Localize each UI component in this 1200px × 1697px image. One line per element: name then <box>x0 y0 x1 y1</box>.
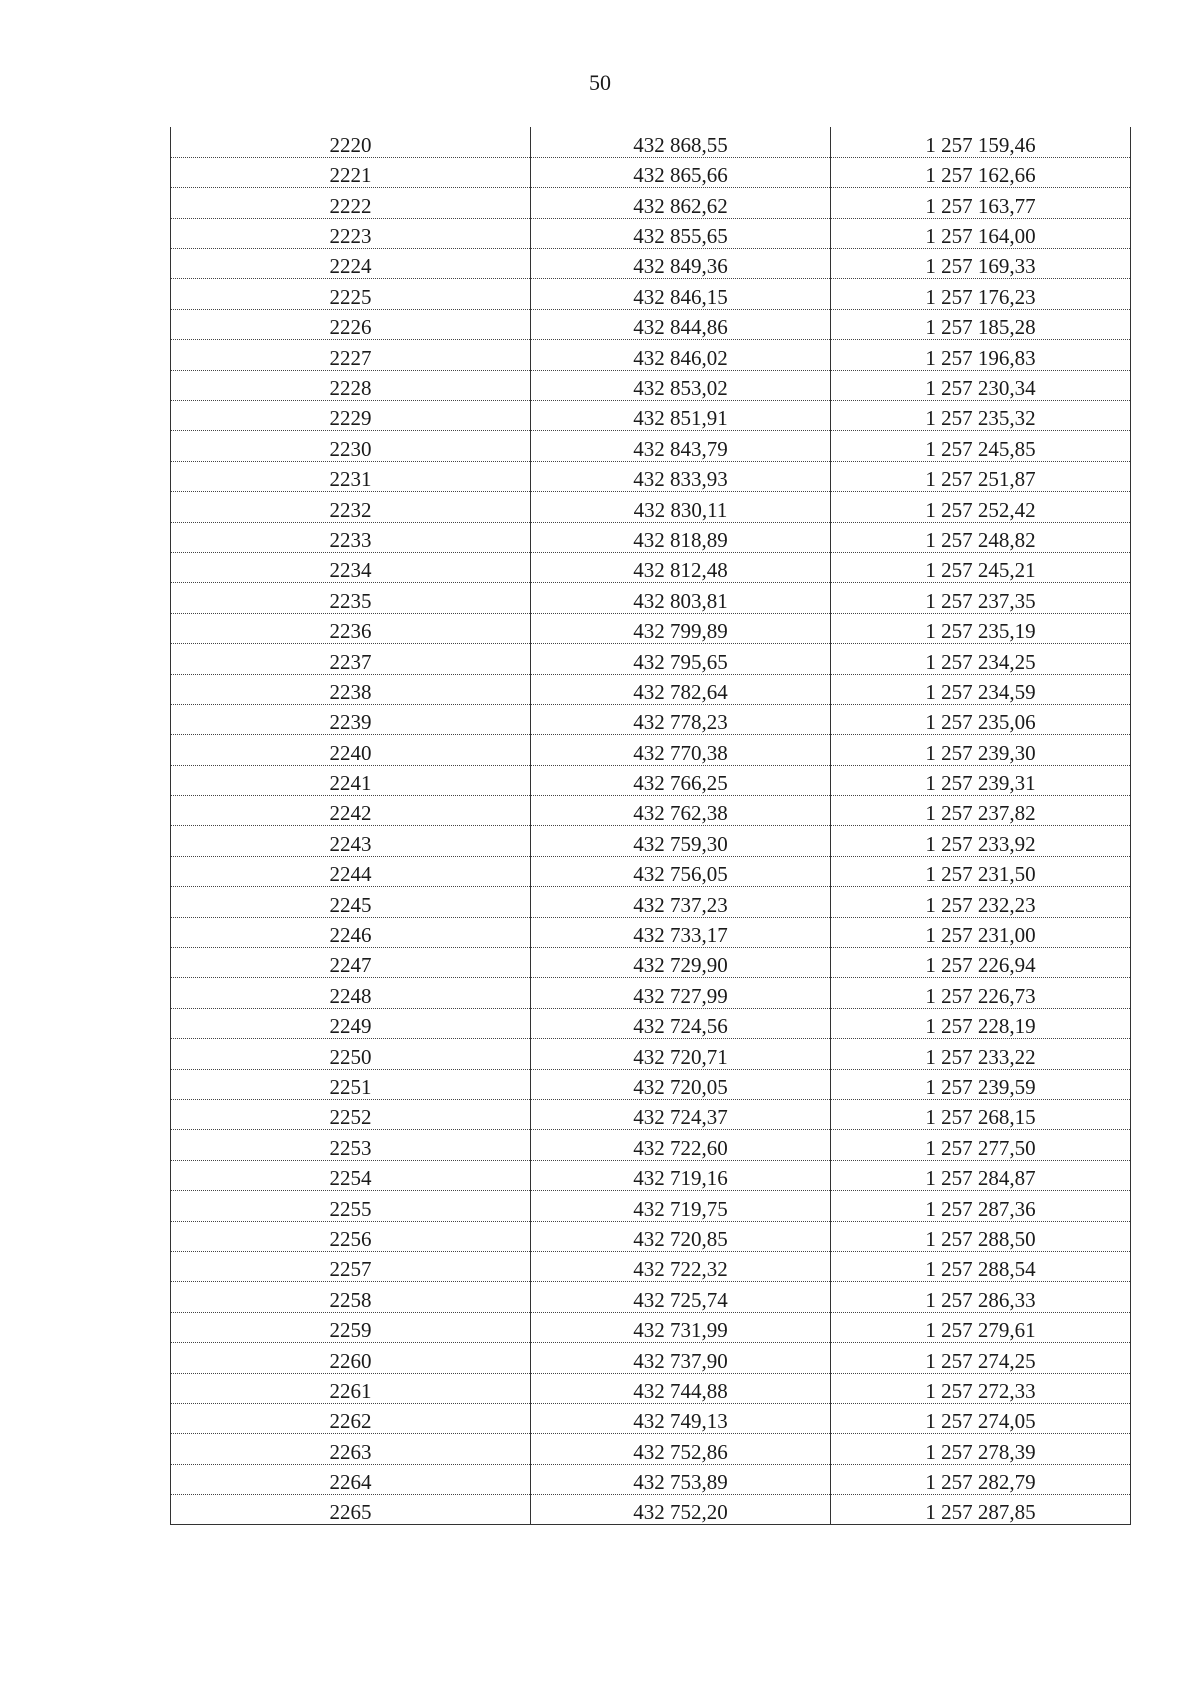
x-coordinate-cell: 432 720,85 <box>531 1221 831 1251</box>
point-number-cell: 2249 <box>171 1008 531 1038</box>
point-number-cell: 2224 <box>171 249 531 279</box>
table-row <box>171 1251 1131 1281</box>
y-coordinate-cell: 1 257 274,05 <box>831 1403 1131 1433</box>
point-number-cell: 2220 <box>171 127 531 157</box>
table-row <box>171 157 1131 187</box>
x-coordinate-cell: 432 855,65 <box>531 218 831 248</box>
table-row <box>171 978 1131 1008</box>
x-coordinate-cell: 432 759,30 <box>531 826 831 856</box>
table-row <box>171 704 1131 734</box>
x-coordinate-cell: 432 766,25 <box>531 765 831 795</box>
y-coordinate-cell: 1 257 162,66 <box>831 157 1131 187</box>
point-number-cell: 2255 <box>171 1191 531 1221</box>
point-number-cell: 2234 <box>171 552 531 582</box>
y-coordinate-cell: 1 257 234,25 <box>831 644 1131 674</box>
x-coordinate-cell: 432 853,02 <box>531 370 831 400</box>
x-coordinate-cell: 432 782,64 <box>531 674 831 704</box>
x-coordinate-cell: 432 812,48 <box>531 552 831 582</box>
table-row <box>171 1221 1131 1251</box>
point-number-cell: 2240 <box>171 735 531 765</box>
x-coordinate-cell: 432 722,60 <box>531 1130 831 1160</box>
table-row <box>171 856 1131 886</box>
y-coordinate-cell: 1 257 279,61 <box>831 1312 1131 1342</box>
x-coordinate-cell: 432 844,86 <box>531 309 831 339</box>
point-number-cell: 2243 <box>171 826 531 856</box>
y-coordinate-cell: 1 257 226,73 <box>831 978 1131 1008</box>
y-coordinate-cell: 1 257 230,34 <box>831 370 1131 400</box>
y-coordinate-cell: 1 257 268,15 <box>831 1100 1131 1130</box>
table-row <box>171 522 1131 552</box>
y-coordinate-cell: 1 257 286,33 <box>831 1282 1131 1312</box>
point-number-cell: 2222 <box>171 188 531 218</box>
x-coordinate-cell: 432 752,86 <box>531 1434 831 1464</box>
y-coordinate-cell: 1 257 234,59 <box>831 674 1131 704</box>
point-number-cell: 2242 <box>171 796 531 826</box>
point-number-cell: 2253 <box>171 1130 531 1160</box>
x-coordinate-cell: 432 727,99 <box>531 978 831 1008</box>
y-coordinate-cell: 1 257 169,33 <box>831 249 1131 279</box>
point-number-cell: 2263 <box>171 1434 531 1464</box>
x-coordinate-cell: 432 756,05 <box>531 856 831 886</box>
table-row <box>171 218 1131 248</box>
point-number-cell: 2261 <box>171 1373 531 1403</box>
x-coordinate-cell: 432 849,36 <box>531 249 831 279</box>
x-coordinate-cell: 432 722,32 <box>531 1251 831 1281</box>
point-number-cell: 2250 <box>171 1039 531 1069</box>
y-coordinate-cell: 1 257 232,23 <box>831 887 1131 917</box>
point-number-cell: 2237 <box>171 644 531 674</box>
table-row <box>171 796 1131 826</box>
y-coordinate-cell: 1 257 239,59 <box>831 1069 1131 1099</box>
x-coordinate-cell: 432 799,89 <box>531 613 831 643</box>
point-number-cell: 2230 <box>171 431 531 461</box>
y-coordinate-cell: 1 257 278,39 <box>831 1434 1131 1464</box>
x-coordinate-cell: 432 752,20 <box>531 1495 831 1525</box>
y-coordinate-cell: 1 257 284,87 <box>831 1160 1131 1190</box>
point-number-cell: 2252 <box>171 1100 531 1130</box>
x-coordinate-cell: 432 770,38 <box>531 735 831 765</box>
x-coordinate-cell: 432 729,90 <box>531 948 831 978</box>
x-coordinate-cell: 432 818,89 <box>531 522 831 552</box>
x-coordinate-cell: 432 733,17 <box>531 917 831 947</box>
y-coordinate-cell: 1 257 231,50 <box>831 856 1131 886</box>
x-coordinate-cell: 432 846,15 <box>531 279 831 309</box>
table-row <box>171 1373 1131 1403</box>
x-coordinate-cell: 432 803,81 <box>531 583 831 613</box>
point-number-cell: 2258 <box>171 1282 531 1312</box>
x-coordinate-cell: 432 778,23 <box>531 704 831 734</box>
x-coordinate-cell: 432 731,99 <box>531 1312 831 1342</box>
x-coordinate-cell: 432 833,93 <box>531 461 831 491</box>
table-row <box>171 309 1131 339</box>
x-coordinate-cell: 432 719,16 <box>531 1160 831 1190</box>
point-number-cell: 2260 <box>171 1343 531 1373</box>
table-row <box>171 1282 1131 1312</box>
point-number-cell: 2229 <box>171 401 531 431</box>
point-number-cell: 2239 <box>171 704 531 734</box>
table-row <box>171 249 1131 279</box>
point-number-cell: 2226 <box>171 309 531 339</box>
point-number-cell: 2265 <box>171 1495 531 1525</box>
x-coordinate-cell: 432 753,89 <box>531 1464 831 1494</box>
table-row <box>171 552 1131 582</box>
table-row <box>171 1160 1131 1190</box>
table-row <box>171 644 1131 674</box>
table-row <box>171 887 1131 917</box>
point-number-cell: 2225 <box>171 279 531 309</box>
x-coordinate-cell: 432 724,37 <box>531 1100 831 1130</box>
x-coordinate-cell: 432 762,38 <box>531 796 831 826</box>
x-coordinate-cell: 432 737,23 <box>531 887 831 917</box>
table-row <box>171 401 1131 431</box>
point-number-cell: 2238 <box>171 674 531 704</box>
y-coordinate-cell: 1 257 239,30 <box>831 735 1131 765</box>
point-number-cell: 2235 <box>171 583 531 613</box>
table-row <box>171 127 1131 157</box>
table-row <box>171 1100 1131 1130</box>
table-row <box>171 1312 1131 1342</box>
table-row <box>171 492 1131 522</box>
table-row <box>171 765 1131 795</box>
y-coordinate-cell: 1 257 235,32 <box>831 401 1131 431</box>
y-coordinate-cell: 1 257 248,82 <box>831 522 1131 552</box>
point-number-cell: 2232 <box>171 492 531 522</box>
table-row <box>171 735 1131 765</box>
table-row <box>171 1130 1131 1160</box>
point-number-cell: 2223 <box>171 218 531 248</box>
y-coordinate-cell: 1 257 163,77 <box>831 188 1131 218</box>
point-number-cell: 2233 <box>171 522 531 552</box>
table-row <box>171 1069 1131 1099</box>
y-coordinate-cell: 1 257 235,06 <box>831 704 1131 734</box>
table-row <box>171 1495 1131 1525</box>
y-coordinate-cell: 1 257 231,00 <box>831 917 1131 947</box>
y-coordinate-cell: 1 257 228,19 <box>831 1008 1131 1038</box>
x-coordinate-cell: 432 846,02 <box>531 340 831 370</box>
x-coordinate-cell: 432 737,90 <box>531 1343 831 1373</box>
point-number-cell: 2241 <box>171 765 531 795</box>
table-row <box>171 917 1131 947</box>
y-coordinate-cell: 1 257 245,85 <box>831 431 1131 461</box>
x-coordinate-cell: 432 744,88 <box>531 1373 831 1403</box>
y-coordinate-cell: 1 257 287,85 <box>831 1495 1131 1525</box>
y-coordinate-cell: 1 257 274,25 <box>831 1343 1131 1373</box>
table-row <box>171 340 1131 370</box>
x-coordinate-cell: 432 719,75 <box>531 1191 831 1221</box>
y-coordinate-cell: 1 257 176,23 <box>831 279 1131 309</box>
x-coordinate-cell: 432 851,91 <box>531 401 831 431</box>
point-number-cell: 2248 <box>171 978 531 1008</box>
point-number-cell: 2221 <box>171 157 531 187</box>
table-row <box>171 1464 1131 1494</box>
y-coordinate-cell: 1 257 245,21 <box>831 552 1131 582</box>
x-coordinate-cell: 432 725,74 <box>531 1282 831 1312</box>
y-coordinate-cell: 1 257 282,79 <box>831 1464 1131 1494</box>
point-number-cell: 2245 <box>171 887 531 917</box>
table-row <box>171 1008 1131 1038</box>
x-coordinate-cell: 432 720,71 <box>531 1039 831 1069</box>
table-row <box>171 1191 1131 1221</box>
point-number-cell: 2259 <box>171 1312 531 1342</box>
y-coordinate-cell: 1 257 235,19 <box>831 613 1131 643</box>
point-number-cell: 2231 <box>171 461 531 491</box>
y-coordinate-cell: 1 257 196,83 <box>831 340 1131 370</box>
table-row <box>171 188 1131 218</box>
x-coordinate-cell: 432 868,55 <box>531 127 831 157</box>
page-number: 50 <box>589 70 611 95</box>
x-coordinate-cell: 432 749,13 <box>531 1403 831 1433</box>
point-number-cell: 2228 <box>171 370 531 400</box>
y-coordinate-cell: 1 257 252,42 <box>831 492 1131 522</box>
point-number-cell: 2236 <box>171 613 531 643</box>
table-row <box>171 826 1131 856</box>
x-coordinate-cell: 432 843,79 <box>531 431 831 461</box>
y-coordinate-cell: 1 257 287,36 <box>831 1191 1131 1221</box>
table-row <box>171 1343 1131 1373</box>
point-number-cell: 2244 <box>171 856 531 886</box>
point-number-cell: 2251 <box>171 1069 531 1099</box>
x-coordinate-cell: 432 724,56 <box>531 1008 831 1038</box>
x-coordinate-cell: 432 830,11 <box>531 492 831 522</box>
table-row <box>171 948 1131 978</box>
table-row <box>171 431 1131 461</box>
point-number-cell: 2264 <box>171 1464 531 1494</box>
y-coordinate-cell: 1 257 159,46 <box>831 127 1131 157</box>
y-coordinate-cell: 1 257 237,35 <box>831 583 1131 613</box>
point-number-cell: 2227 <box>171 340 531 370</box>
coordinates-table <box>170 127 1131 1525</box>
y-coordinate-cell: 1 257 288,54 <box>831 1251 1131 1281</box>
y-coordinate-cell: 1 257 277,50 <box>831 1130 1131 1160</box>
point-number-cell: 2254 <box>171 1160 531 1190</box>
table-body <box>171 127 1131 1525</box>
table-row <box>171 674 1131 704</box>
point-number-cell: 2246 <box>171 917 531 947</box>
y-coordinate-cell: 1 257 251,87 <box>831 461 1131 491</box>
point-number-cell: 2257 <box>171 1251 531 1281</box>
y-coordinate-cell: 1 257 233,92 <box>831 826 1131 856</box>
table-row <box>171 583 1131 613</box>
y-coordinate-cell: 1 257 239,31 <box>831 765 1131 795</box>
y-coordinate-cell: 1 257 237,82 <box>831 796 1131 826</box>
y-coordinate-cell: 1 257 233,22 <box>831 1039 1131 1069</box>
x-coordinate-cell: 432 720,05 <box>531 1069 831 1099</box>
table-row <box>171 461 1131 491</box>
table-row <box>171 613 1131 643</box>
y-coordinate-cell: 1 257 185,28 <box>831 309 1131 339</box>
y-coordinate-cell: 1 257 164,00 <box>831 218 1131 248</box>
y-coordinate-cell: 1 257 288,50 <box>831 1221 1131 1251</box>
x-coordinate-cell: 432 862,62 <box>531 188 831 218</box>
y-coordinate-cell: 1 257 272,33 <box>831 1373 1131 1403</box>
table-row <box>171 1434 1131 1464</box>
table-row <box>171 279 1131 309</box>
table-row <box>171 370 1131 400</box>
y-coordinate-cell: 1 257 226,94 <box>831 948 1131 978</box>
table-row <box>171 1403 1131 1433</box>
point-number-cell: 2262 <box>171 1403 531 1433</box>
x-coordinate-cell: 432 865,66 <box>531 157 831 187</box>
point-number-cell: 2256 <box>171 1221 531 1251</box>
x-coordinate-cell: 432 795,65 <box>531 644 831 674</box>
point-number-cell: 2247 <box>171 948 531 978</box>
table-row <box>171 1039 1131 1069</box>
